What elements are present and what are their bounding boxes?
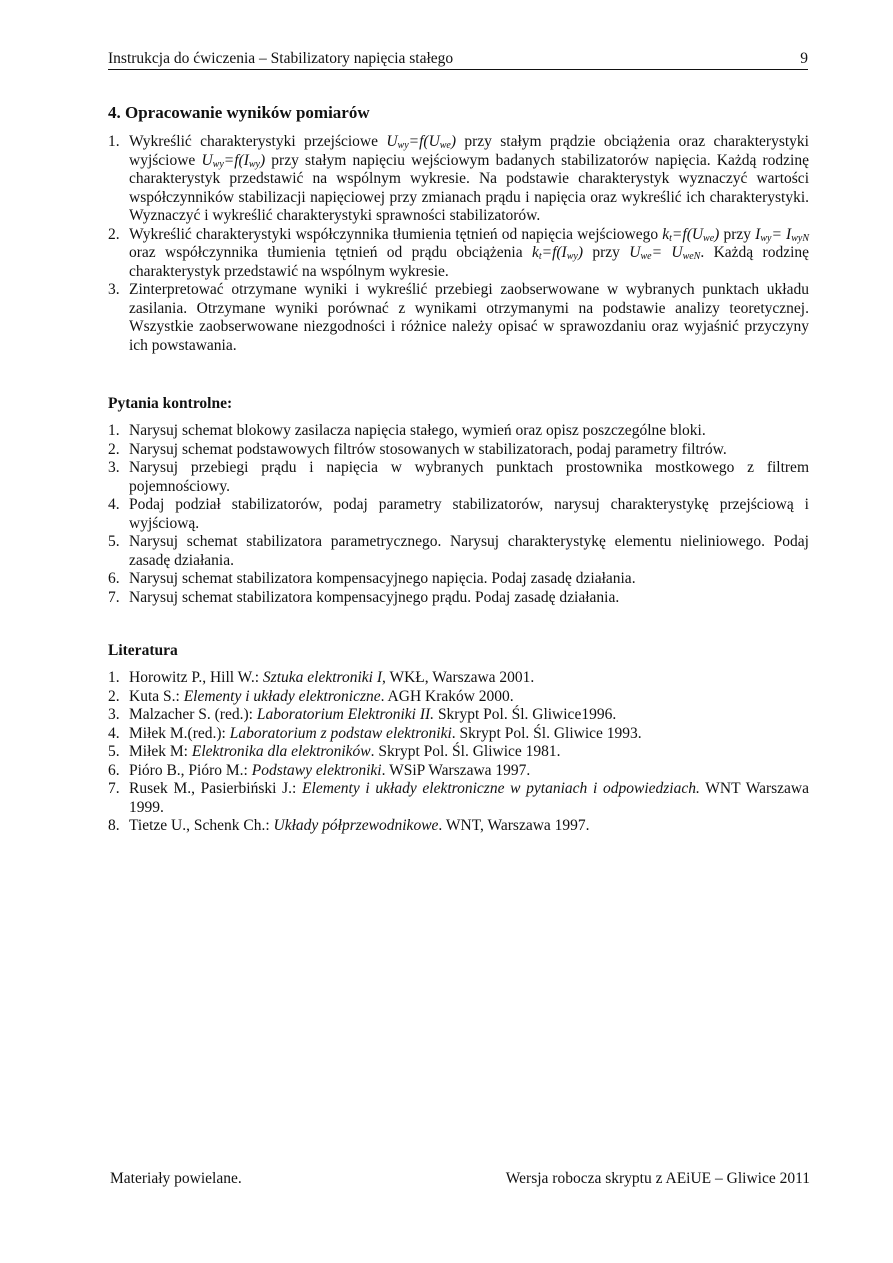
item-number: 1.: [108, 133, 120, 150]
book-title: Elementy i układy elektroniczne: [183, 687, 381, 705]
book-title: Laboratorium z podstaw elektroniki: [229, 724, 452, 742]
book-title: Laboratorium Elektroniki II.: [256, 706, 435, 723]
list-item: [108, 570, 809, 589]
header-rule: [108, 69, 808, 70]
item-text: Narysuj schemat blokowy zasilacza napięcia stałego, wymień oraz opisz poszczególne bloki.: [129, 422, 706, 439]
item-number: 2.: [108, 687, 120, 705]
list-item: 6. Pióro B., Pióro M.: Podstawy elektroniki. WSiP Warszawa 1997.: [108, 761, 531, 779]
item-number: 6.: [108, 761, 120, 779]
item-number: 2.: [108, 225, 120, 243]
book-title: Elektronika dla elektroników: [191, 743, 371, 760]
item-number: 5.: [108, 743, 120, 760]
item-text: Narysuj przebiegi prądu i napięcia w wybranych punktach prostownika mostkowego z filtrem pojemnościowy.: [129, 459, 809, 495]
list-item: [108, 459, 809, 496]
item-number: 7.: [108, 588, 120, 606]
item-number: 5.: [108, 533, 120, 550]
literature-list: [108, 669, 809, 836]
book-title: Elementy i układy elektroniczne w pytaniach i odpowiedziach.: [302, 780, 700, 797]
item-text: Narysuj schemat stabilizatora kompensacyjnego napięcia. Podaj zasadę działania.: [129, 570, 636, 587]
list-item: 8. Tietze U., Schenk Ch.: Układy półprzewodnikowe. WNT, Warszawa 1997.: [108, 817, 590, 834]
item-text: Narysuj schemat podstawowych filtrów stosowanych w stabilizatorach, podaj parametry filtrów.: [129, 440, 727, 458]
list-item: [108, 422, 809, 441]
item-number: 3.: [108, 706, 120, 723]
item-number: 1.: [108, 669, 120, 686]
item-text: Wykreślić charakterystyki przejściowe: [129, 133, 387, 150]
formula: $U_{wy}=f(U_{we})$: [386, 133, 457, 151]
list-item: 4. Miłek M.(red.): Laboratorium z podstaw elektroniki. Skrypt Pol. Śl. Gliwice 1993.: [108, 724, 642, 742]
book-title: Sztuka elektroniki I: [262, 669, 383, 686]
list-item: 1. Wykreślić charakterystyki przejściowe $U_{wy}=f(U_{we})$ przy stałym prądzie obciążenia oraz charakterystyki wyjściowe $U_{wy}=f(I_{wy})$ przy stałym napięciu wejściowym badanych stabilizatorów napięcia. Każdą rodzinę charakterystyk przedstawić na wspólnym wykresie. Na podstawie charakterystyk wyznaczyć wartości współczynników stabilizacji napięciowej przy zmianach prądu i napięcia oraz wykreślić ich charakterystyki. Wyznaczyć i wykreślić charakterystyki sprawności stabilizatorów.: [108, 133, 809, 224]
book-title: Układy półprzewodnikowe: [273, 817, 439, 834]
book-title: Podstawy elektroniki: [251, 761, 382, 779]
formula: $I_{wy}= I_{wyN}$: [755, 225, 810, 244]
formula: $k_t=f(U_{we})$: [662, 225, 720, 244]
formula: $k_t=f(I_{wy})$: [531, 244, 583, 262]
item-number: 1.: [108, 422, 120, 439]
item-text: Narysuj schemat stabilizatora parametrycznego. Narysuj charakterystykę elementu nieliniowego. Podaj zasadę działania.: [129, 533, 809, 569]
footer-right: Wersja robocza skryptu z AEiUE – Gliwice 2011: [505, 1170, 810, 1187]
list-item: 2. Wykreślić charakterystyki współczynnika tłumienia tętnień od napięcia wejściowego $k_t=f(U_{we})$ przy $I_{wy}= I_{wyN}$ oraz współczynnika tłumienia tętnień od prądu obciążenia $k_t=f(I_{wy})$ przy $U_{we}= U_{weN}$. Każdą rodzinę charakterystyk przedstawić na wspólnym wykresie.: [108, 225, 810, 280]
list-item: 2. Kuta S.: Elementy i układy elektroniczne. AGH Kraków 2000.: [108, 687, 514, 705]
item-number: 4.: [108, 496, 120, 513]
page-number: 9: [800, 50, 808, 67]
questions-list: [108, 422, 809, 607]
item-number: 3.: [108, 281, 120, 298]
item-number: 7.: [108, 780, 120, 797]
list-item: [108, 441, 809, 460]
item-number: 6.: [108, 570, 120, 587]
item-number: 3.: [108, 459, 120, 476]
list-item: 7. Rusek M., Pasierbiński J.: Elementy i układy elektroniczne w pytaniach i odpowiedziach. WNT Warszawa 1999.: [108, 780, 810, 816]
formula: $U_{we}= U_{weN}$: [629, 244, 701, 262]
footer-left: Materiały powielane.: [110, 1170, 242, 1187]
list-item: 3. Malzacher S. (red.): Laboratorium Elektroniki II. Skrypt Pol. Śl. Gliwice1996.: [108, 706, 617, 723]
page-content: [108, 103, 809, 836]
item-number: 8.: [108, 817, 120, 834]
list-item: 1. Horowitz P., Hill W.: Sztuka elektroniki I, WKŁ, Warszawa 2001.: [108, 669, 535, 686]
page-header: [108, 50, 808, 72]
item-number: 4.: [108, 724, 120, 742]
results-list: [108, 133, 809, 355]
item-text: Zinterpretować otrzymane wyniki i wykreślić przebiegi zaobserwowane w wybranych punktach układu zasilania. Otrzymane wyniki porównać z wynikami otrzymanymi na podstawie analizy teoretycznej. Wszystkie zaobserwowane niezgodności i różnice należy opisać w sprawozdaniu oraz wyjaśnić przyczyny ich powstawania.: [129, 281, 809, 354]
list-item: [108, 281, 809, 355]
section-results-heading: 4. Opracowanie wyników pomiarów: [108, 103, 370, 122]
section-literature-heading: Literatura: [108, 642, 178, 659]
header-title: Instrukcja do ćwiczenia – Stabilizatory napięcia stałego: [108, 50, 454, 67]
section-questions-heading: Pytania kontrolne:: [108, 395, 233, 412]
list-item: [108, 589, 809, 608]
list-item: [108, 533, 809, 570]
item-number: 2.: [108, 440, 120, 458]
list-item: 5. Miłek M: Elektronika dla elektroników. Skrypt Pol. Śl. Gliwice 1981.: [108, 743, 561, 760]
item-text: Podaj podział stabilizatorów, podaj parametry stabilizatorów, narysuj charakterystykę przejściową i wyjściową.: [129, 496, 809, 532]
list-item: [108, 496, 809, 533]
item-text: Narysuj schemat stabilizatora kompensacyjnego prądu. Podaj zasadę działania.: [129, 588, 620, 606]
formula: $U_{wy}=f(I_{wy})$: [201, 151, 266, 170]
